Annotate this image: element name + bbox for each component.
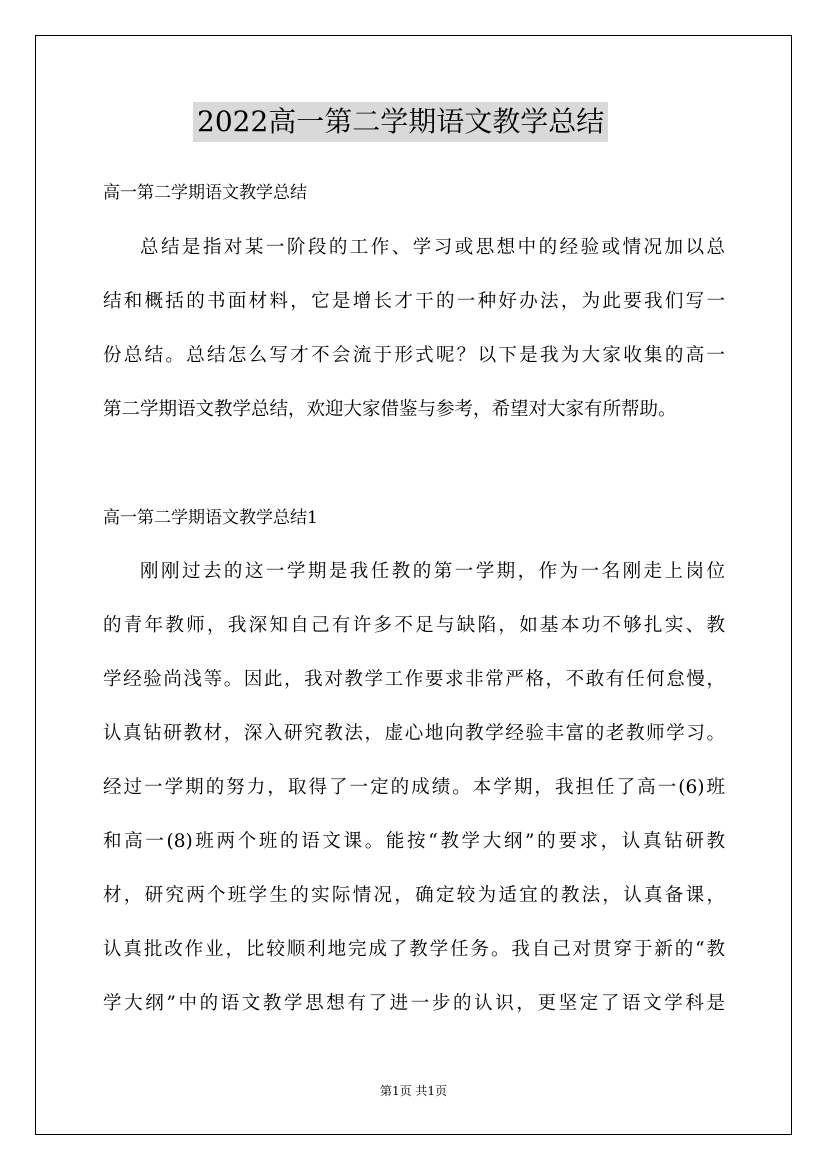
paragraph-line: 总结是指对某一阶段的工作、学习或思想中的经验或情况加以总 [140,237,725,258]
page-footer: 第1页 共1页 [379,1084,448,1098]
paragraph-line: 认真批改作业，比较顺利地完成了教学任务。我自己对贯穿于新的“教 [103,939,725,960]
section-heading-1: 高一第二学期语文教学总结1 [103,508,318,528]
paragraph-line: 的青年教师，我深知自己有许多不足与缺陷，如基本功不够扎实、教 [103,615,725,636]
section-heading-intro: 高一第二学期语文教学总结 [103,183,307,203]
paragraph-line: 学大纲”中的语文教学思想有了进一步的认识，更坚定了语文学科是 [103,993,725,1014]
paragraph-line: 刚刚过去的这一学期是我任教的第一学期，作为一名刚走上岗位 [140,561,725,582]
paragraph-line: 份总结。总结怎么写才不会流于形式呢？以下是我为大家收集的高一 [103,345,725,366]
paragraph-line: 材，研究两个班学生的实际情况，确定较为适宜的教法，认真备课， [103,885,725,906]
paragraph-line: 和高一(8)班两个班的语文课。能按“教学大纲”的要求，认真钻研教 [103,831,725,852]
paragraph-line: 学经验尚浅等。因此，我对教学工作要求非常严格，不敢有任何怠慢， [103,669,725,690]
document-title: 2022高一第二学期语文教学总结 [193,102,608,142]
paragraph-line: 第二学期语文教学总结，欢迎大家借鉴与参考，希望对大家有所帮助。 [103,399,677,420]
paragraph-line: 结和概括的书面材料，它是增长才干的一种好办法，为此要我们写一 [103,291,725,312]
paragraph-line: 认真钻研教材，深入研究教法，虚心地向教学经验丰富的老教师学习。 [103,723,725,744]
paragraph-line: 经过一学期的努力，取得了一定的成绩。本学期，我担任了高一(6)班 [103,777,725,798]
